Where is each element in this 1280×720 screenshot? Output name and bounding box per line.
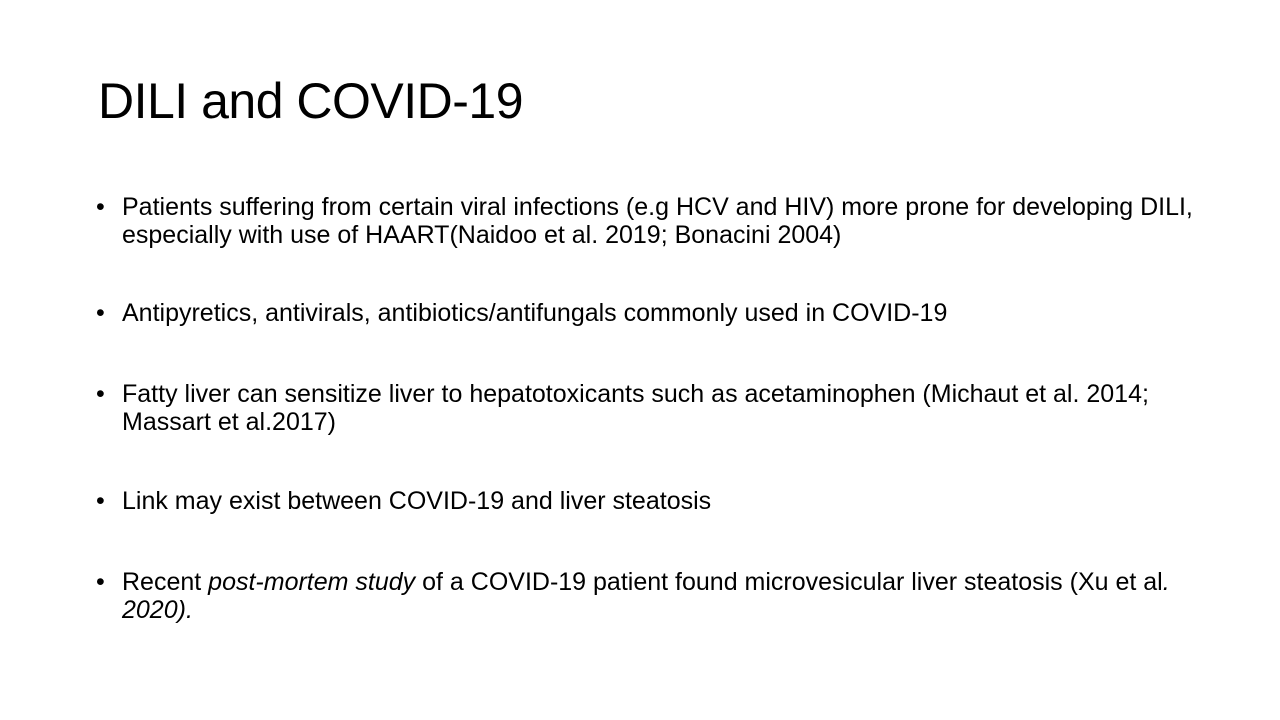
bullet-text: Fatty liver can sensitize liver to hepatotoxicants such as acetaminophen (Michaut et al. 2014; Massart et al.2017)	[122, 380, 1149, 436]
bullet-dot-icon: •	[96, 193, 105, 221]
bullet-dot-icon: •	[96, 380, 105, 408]
bullet-text-italic: post-mortem study	[208, 568, 416, 596]
bullet-text-part: of a COVID-19 patient found microvesicular liver steatosis (Xu et al	[415, 568, 1163, 596]
bullet-text-part: Recent	[122, 568, 209, 596]
bullet-item	[96, 380, 1196, 436]
bullet-text: Link may exist between COVID-19 and liver steatosis	[122, 487, 712, 515]
bullet-item	[96, 487, 1196, 515]
slide-title: DILI and COVID-19	[98, 73, 524, 129]
bullet-item	[96, 568, 1196, 624]
bullet-text	[122, 568, 1196, 624]
bullet-dot-icon: •	[96, 299, 105, 327]
bullet-item	[96, 193, 1196, 249]
bullet-dot-icon: •	[96, 568, 105, 596]
bullet-item	[96, 299, 1196, 327]
bullet-text: Antipyretics, antivirals, antibiotics/antifungals commonly used in COVID-19	[122, 299, 948, 327]
bullet-dot-icon: •	[96, 487, 105, 515]
bullet-text: Patients suffering from certain viral infections (e.g HCV and HIV) more prone for developing DILI, especially with use of HAART(Naidoo et al. 2019; Bonacini 2004)	[122, 193, 1193, 249]
bullet-text-italic: . 2020).	[122, 568, 1170, 624]
